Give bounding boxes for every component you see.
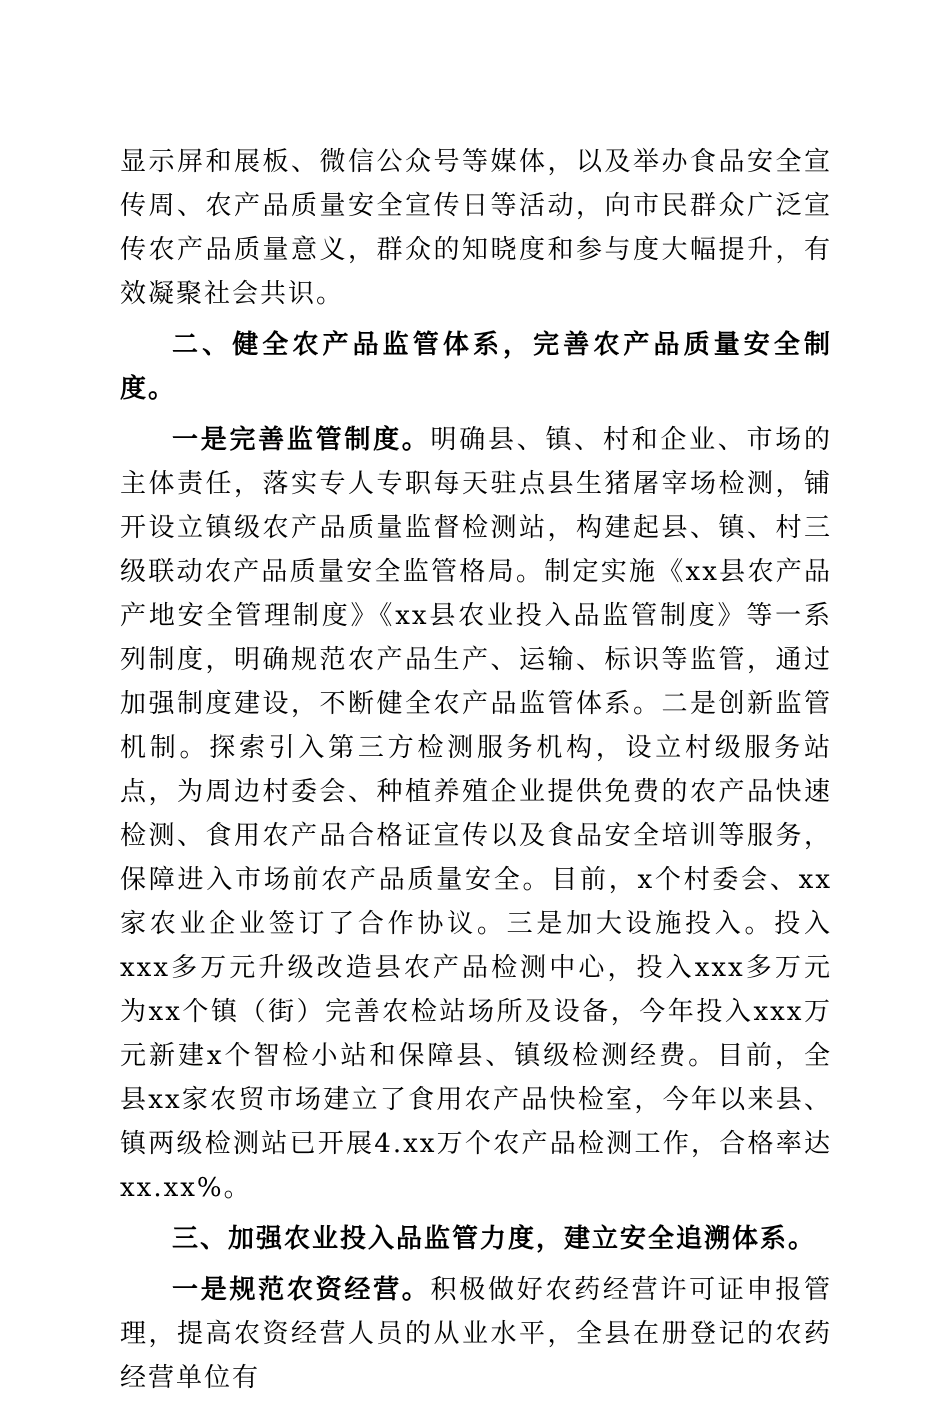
section-heading-3 bbox=[120, 1217, 832, 1261]
document-body bbox=[120, 140, 832, 1407]
paragraph-text: 显示屏和展板、微信公众号等媒体，以及举办食品安全宣传周、农产品质量安全宣传日等活动，向市民群众广泛宣传农产品质量意义，群众的知晓度和参与度大幅提升，有效凝聚社会共识。 bbox=[120, 147, 832, 309]
paragraph-text: 明确县、镇、村和企业、市场的主体责任，落实专人专职每天驻点县生猪屠宰场检测，铺开设立镇级农产品质量监督检测站，构建起县、镇、村三级联动农产品质量安全监管格局。制定实施《xx县农产品产地安全管理制度》《xx县农业投入品监管制度》等一系列制度，明确规范农产品生产、运输、标识等监管，通过加强制度建设，不断健全农产品监管体系。二是创新监管机制。探索引入第三方检测服务机构，设立村级服务站点，为周边村委会、种植养殖企业提供免费的农产品快速检测、食用农产品合格证宣传以及食品安全培训等服务，保障进入市场前农产品质量安全。目前，x个村委会、xx家农业企业签订了合作协议。三是加大设施投入。投入xxx多万元升级改造县农产品检测中心，投入xxx多万元为xx个镇（街）完善农检站场所及设备，今年投入xxx万元新建x个智检小站和保障县、镇级检测经费。目前，全县xx家农贸市场建立了食用农产品快检室，今年以来县、镇两级检测站已开展4.xx万个农产品检测工作，合格率达xx.xx%。 bbox=[120, 425, 832, 1203]
heading-text: 二、健全农产品监管体系，完善农产品质量安全制度。 bbox=[120, 330, 832, 404]
heading-text: 三、加强农业投入品监管力度，建立安全追溯体系。 bbox=[172, 1224, 817, 1254]
paragraph-supervision-system bbox=[120, 418, 832, 1210]
paragraph-lead: 一是规范农资经营。 bbox=[172, 1275, 431, 1305]
paragraph-continuation bbox=[120, 140, 832, 316]
paragraph-lead: 一是完善监管制度。 bbox=[172, 425, 431, 455]
paragraph-agri-inputs bbox=[120, 1268, 832, 1400]
paragraph-text: 积极做好农药经营许可证申报管理，提高农资经营人员的从业水平，全县在册登记的农药经营单位有 bbox=[120, 1275, 832, 1393]
section-heading-2 bbox=[120, 323, 832, 411]
